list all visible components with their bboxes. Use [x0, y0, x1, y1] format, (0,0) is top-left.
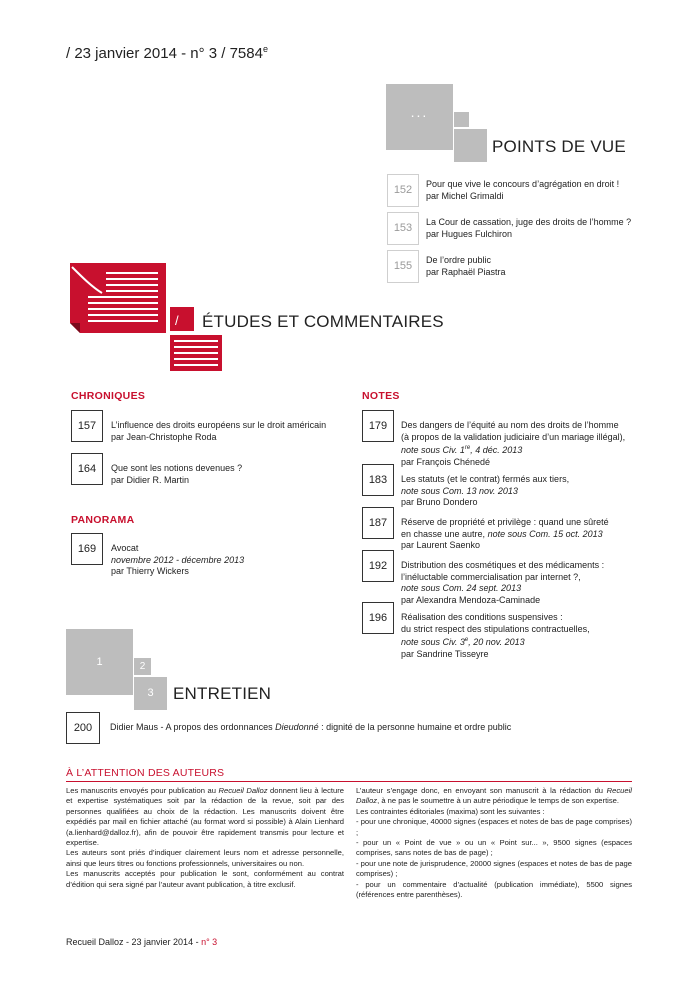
chronique-item-164[interactable]	[71, 453, 341, 486]
etudes-slash: /	[175, 313, 179, 328]
page-number: 169	[71, 533, 103, 565]
page-number: 152	[387, 174, 419, 207]
authors-notice-divider	[66, 781, 632, 782]
entry-text: Réalisation des conditions suspensives : du strict respect des stipulations contractuelles, note sous Civ. 3e, 20 nov. 2013 par Sandrine Tisseyre	[401, 612, 590, 659]
entry-text: La Cour de cassation, juge des droits de l’homme ? par Hugues Fulchiron	[426, 217, 632, 239]
paragraph: - pour un commentaire d’actualité (publication immédiate), 5500 signes (références entre parenthèses).	[356, 879, 632, 900]
entry-text: De l’ordre public par Raphaël Piastra	[426, 255, 506, 277]
paragraph: Les auteurs sont priés d’indiquer clairement leurs nom et adresse personnelle, ainsi que leurs titres ou fonctions professionnels, universitaires ou non.	[66, 848, 344, 868]
paragraph: L’auteur s’engage donc, en envoyant son manuscrit à la rédaction du Recueil Dalloz, à ne pas le soumettre à un autre périodique le temps de son expertise.	[356, 786, 632, 806]
page-number: 200	[66, 712, 100, 744]
entry-text: Réserve de propriété et privilège : quand une sûreté en chasse une autre, note sous Com. 15 oct. 2013 par Laurent Saenko	[401, 517, 609, 550]
points-de-vue-title: POINTS DE VUE	[492, 137, 626, 156]
note-item-192[interactable]	[362, 550, 632, 605]
chronique-item-157[interactable]	[71, 410, 341, 443]
page-number: 164	[71, 453, 103, 485]
page-footer: Recueil Dalloz - 23 janvier 2014 - n° 3	[66, 937, 218, 947]
entry-text: Des dangers de l’équité au nom des droits de l’homme (à propos de la validation judiciaire d’un mariage illégal), note sous Civ. 1re, 4 déc. 2013 par François Chénedé	[401, 420, 626, 467]
note-item-179[interactable]	[362, 410, 632, 467]
authors-notice-title: À L’ATTENTION DES AUTEURS	[66, 767, 225, 779]
authors-notice-column-1	[66, 786, 344, 890]
page-number: 187	[362, 507, 394, 539]
points-de-vue-item-155[interactable]	[387, 250, 637, 283]
issue-line: / 23 janvier 2014 - n° 3 / 7584e	[66, 44, 268, 62]
points-de-vue-item-152[interactable]	[387, 174, 637, 207]
note-item-187[interactable]	[362, 507, 632, 550]
entretien-icon-block-3: 3	[134, 677, 167, 710]
page-number: 179	[362, 410, 394, 442]
paragraph: - pour un « Point de vue » ou un « Point sur... », 9500 signes (espaces comprises, sans notes de bas de page) ;	[356, 838, 632, 858]
entry-text: Distribution des cosmétiques et des médicaments : l’inéluctable commercialisation par internet ?, note sous Com. 24 sept. 2013 par Alexandra Mendoza-Caminade	[401, 560, 605, 605]
panorama-item-169[interactable]	[71, 533, 341, 576]
etudes-title: ÉTUDES ET COMMENTAIRES	[202, 312, 444, 331]
entry-text: Que sont les notions devenues ? par Didier R. Martin	[111, 463, 243, 485]
authors-notice-column-2	[356, 786, 632, 900]
entretien-icon-block-1: 1	[66, 629, 133, 695]
note-item-196[interactable]	[362, 602, 632, 659]
page-number: 183	[362, 464, 394, 496]
paragraph: Les manuscrits envoyés pour publication au Recueil Dalloz donnent lieu à lecture et expertise systématiques soit par la rédaction de la revue, soit par des personnes qualifiées au choix de la rédaction. Les manuscrits doivent être expédiés par mail en fichier attaché (au format word si possible) à Alain Lienhard (a.lienhard@dalloz.fr), afin de pouvoir être rapidement transmis pour lecture et expertise.	[66, 786, 344, 848]
entretien-item-200[interactable]	[66, 712, 632, 745]
entretien-title: ENTRETIEN	[173, 684, 272, 703]
panorama-heading: PANORAMA	[71, 514, 135, 526]
page-number: 157	[71, 410, 103, 442]
entry-text: Pour que vive le concours d’agrégation en droit ! par Michel Grimaldi	[426, 179, 620, 201]
chroniques-heading: CHRONIQUES	[71, 390, 146, 402]
page-number: 153	[387, 212, 419, 245]
entry-text: L’influence des droits européens sur le droit américain par Jean-Christophe Roda	[111, 420, 327, 442]
page-number: 196	[362, 602, 394, 634]
entretien-icon-block-2: 2	[134, 658, 151, 675]
page-number: 155	[387, 250, 419, 283]
dots-icon: ...	[410, 104, 429, 120]
entry-text: Les statuts (et le contrat) fermés aux tiers, note sous Com. 13 nov. 2013 par Bruno Dondero	[401, 474, 570, 507]
notes-heading: NOTES	[362, 390, 400, 402]
note-item-183[interactable]	[362, 464, 632, 507]
paragraph: Les manuscrits acceptés pour publication le sont, conformément au contrat d’édition qui sera signé par l’auteur avant publication, à titre exclusif.	[66, 869, 344, 889]
points-de-vue-icon-small-block	[454, 112, 469, 127]
paragraph: - pour une note de jurisprudence, 20000 signes (espaces et notes de bas de page comprises) ;	[356, 858, 632, 879]
entry-text: Avocat novembre 2012 - décembre 2013 par Thierry Wickers	[111, 543, 245, 576]
entry-text: Didier Maus - A propos des ordonnances Dieudonné : dignité de la personne humaine et ordre public	[110, 722, 512, 732]
paragraph: - pour une chronique, 40000 signes (espaces et notes de bas de page comprises) ;	[356, 817, 632, 837]
points-de-vue-icon-large-block	[386, 84, 453, 150]
paragraph: Les contraintes éditoriales (maxima) sont les suivantes :	[356, 806, 545, 816]
page-number: 192	[362, 550, 394, 582]
points-de-vue-icon-medium-block	[454, 129, 487, 162]
points-de-vue-item-153[interactable]	[387, 212, 637, 245]
